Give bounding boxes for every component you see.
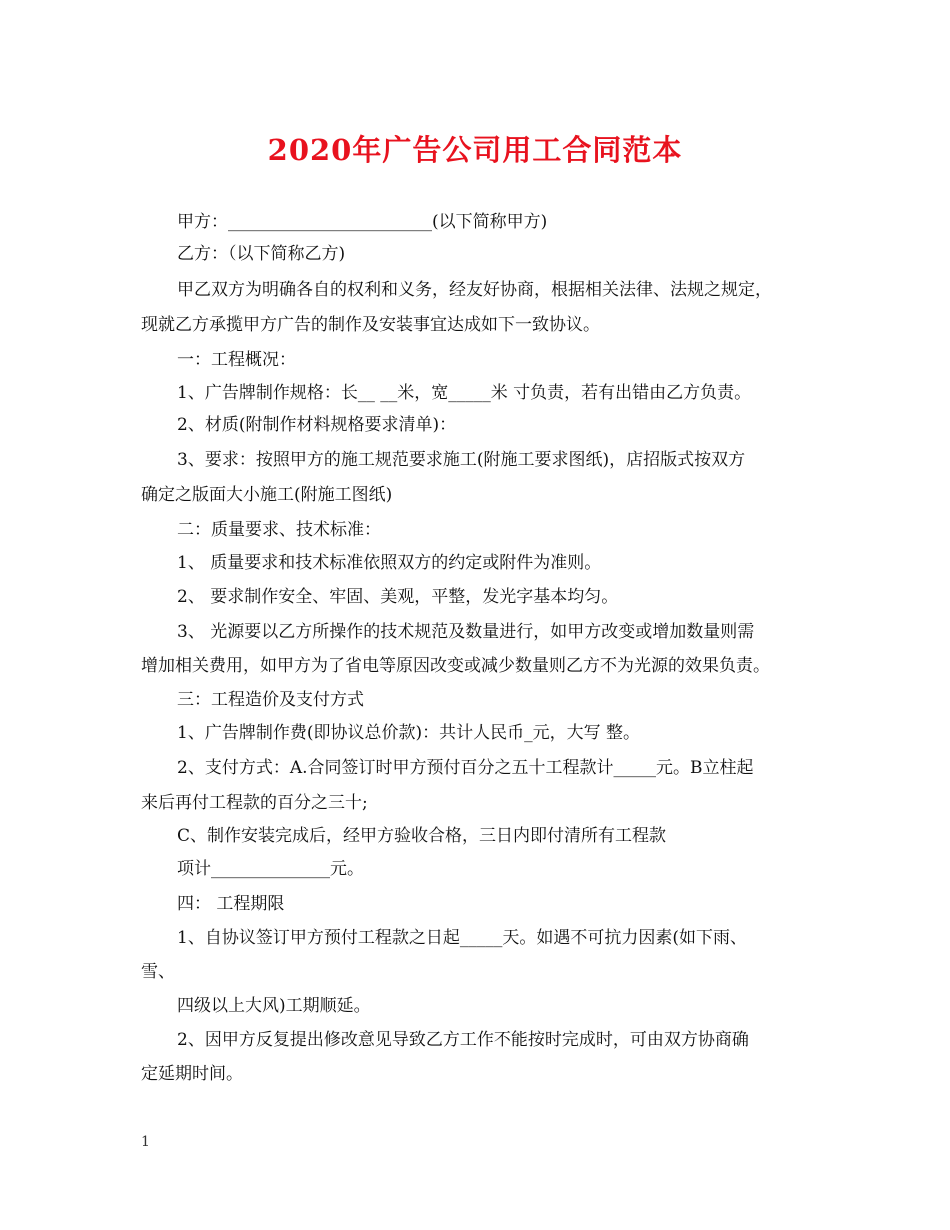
paragraph-line: 1、广告牌制作费(即协议总价款)：共计人民币_元，大写 整。 (177, 723, 640, 743)
paragraph-line: 2、因甲方反复提出修改意见导致乙方工作不能按时完成时，可由双方协商确 (177, 1030, 749, 1050)
paragraph-line: 1、广告牌制作规格：长__ __米，宽_____米 寸负责，若有出错由乙方负责。 (177, 383, 752, 403)
paragraph-line: 甲乙双方为明确各自的权利和义务，经友好协商，根据相关法律、法规之规定， (177, 280, 772, 300)
party-b-line: 乙方：（以下简称乙方) (177, 244, 346, 264)
paragraph-line: 1、 质量要求和技术标准依照双方的约定或附件为准则。 (177, 553, 602, 573)
paragraph-line: 四级以上大风)工期顺延。 (177, 996, 371, 1016)
paragraph-line: 来后再付工程款的百分之三十; (141, 793, 368, 813)
paragraph-line: 确定之版面大小施工(附施工图纸) (141, 485, 393, 505)
paragraph-line: 2、 要求制作安全、牢固、美观，平整，发光字基本均匀。 (177, 587, 619, 607)
paragraph-line: 雪、 (141, 962, 175, 982)
paragraph-line: 2、支付方式：A.合同签订时甲方预付百分之五十工程款计_____元。B立柱起 (177, 758, 754, 778)
paragraph-line: C、制作安装完成后，经甲方验收合格，三日内即付清所有工程款 (177, 826, 667, 846)
paragraph-line: 3、 光源要以乙方所操作的技术规范及数量进行，如甲方改变或增加数量则需 (177, 622, 755, 642)
section-heading: 三：工程造价及支付方式 (177, 690, 364, 710)
section-heading: 二：质量要求、技术标准： (177, 520, 381, 540)
paragraph-line: 现就乙方承揽甲方广告的制作及安装事宜达成如下一致协议。 (141, 315, 600, 335)
document-title: 2020年广告公司用工合同范本 (267, 133, 683, 167)
paragraph-line: 3、要求：按照甲方的施工规范要求施工(附施工要求图纸)，店招版式按双方 (177, 450, 746, 470)
paragraph-line: 定延期时间。 (141, 1064, 243, 1084)
page-number: 1 (141, 1134, 150, 1150)
paragraph-line: 项计______________元。 (177, 859, 364, 879)
section-heading: 四： 工程期限 (177, 894, 285, 914)
party-a-line: 甲方：________________________(以下简称甲方) (177, 212, 548, 232)
paragraph-line: 2、材质(附制作材料规格要求清单)： (177, 415, 457, 435)
section-heading: 一：工程概况： (177, 350, 296, 370)
paragraph-line: 增加相关费用，如甲方为了省电等原因改变或减少数量则乙方不为光源的效果负责。 (141, 656, 770, 676)
paragraph-line: 1、自协议签订甲方预付工程款之日起_____天。如遇不可抗力因素(如下雨、 (177, 928, 747, 948)
